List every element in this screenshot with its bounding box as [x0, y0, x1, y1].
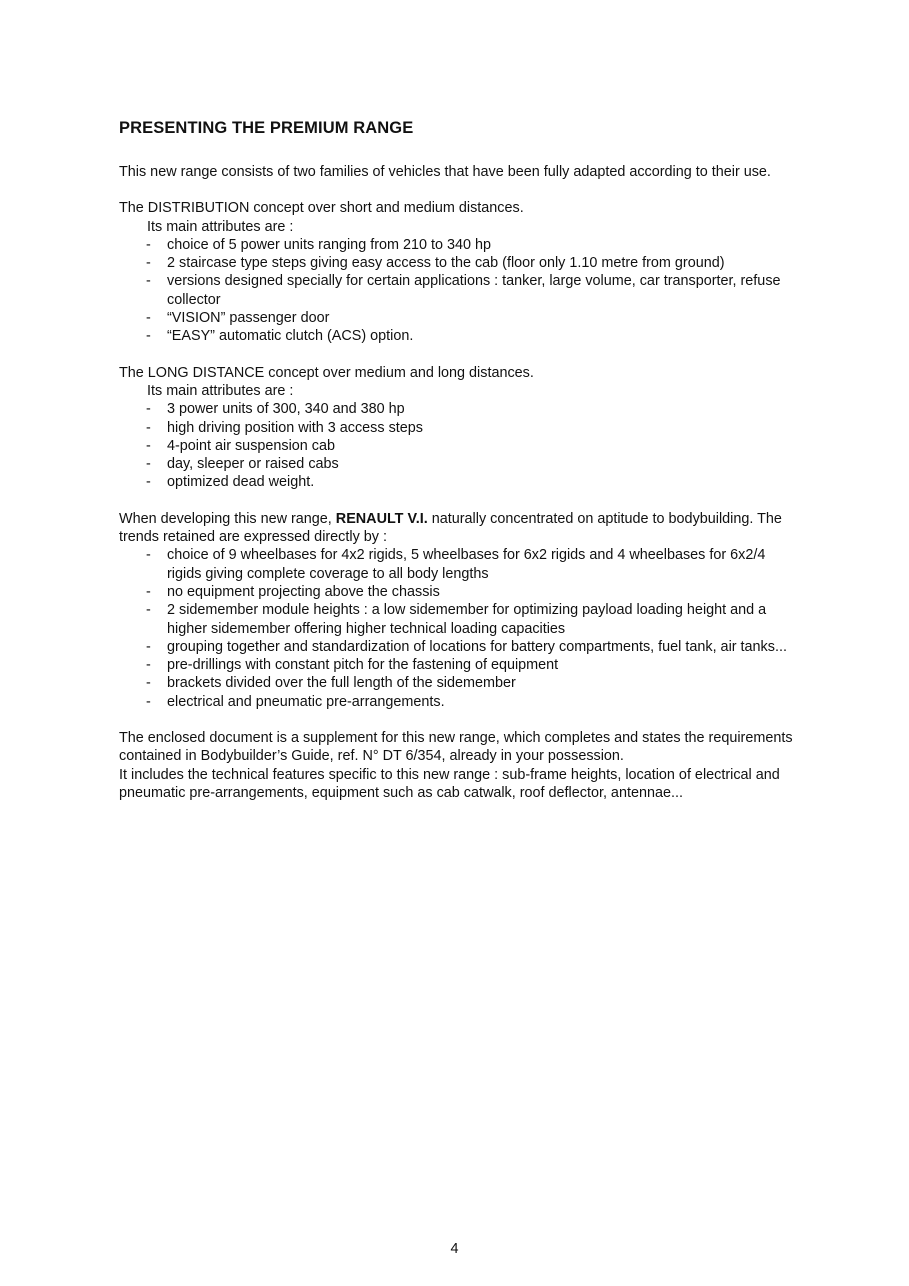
dash-bullet: - — [146, 456, 151, 473]
dash-bullet: - — [146, 328, 151, 345]
dash-bullet: - — [146, 474, 151, 491]
list-item-text: 4-point air suspension cab — [167, 437, 335, 454]
bodybuilding-text-before: When developing this new range, — [119, 510, 336, 527]
list-item — [119, 638, 799, 656]
dash-bullet: - — [146, 583, 151, 600]
page-title: PRESENTING THE PREMIUM RANGE — [119, 119, 414, 137]
list-item — [119, 327, 799, 345]
list-item — [119, 674, 799, 692]
dash-bullet: - — [146, 437, 151, 454]
closing-paragraph-1: The enclosed document is a supplement for this new range, which completes and states the requirements contained in Bodybuilder’s Guide, ref. N° DT 6/354, already in your possession. — [119, 730, 793, 765]
long-distance-section — [119, 364, 799, 492]
dash-bullet: - — [146, 657, 151, 674]
list-item-text: 2 staircase type steps giving easy access to the cab (floor only 1.10 metre from ground) — [167, 255, 725, 272]
list-item-text: choice of 9 wheelbases for 4x2 rigids, 5 wheelbases for 6x2 rigids and 4 wheelbases for 6x2/4 rigids giving complete coverage to all body lengths — [167, 547, 766, 582]
list-item — [119, 272, 799, 309]
list-item — [119, 419, 799, 437]
list-item — [119, 546, 799, 583]
list-item-text: grouping together and standardization of locations for battery compartments, fuel tank, air tanks... — [167, 638, 787, 655]
document-page — [119, 118, 799, 802]
dash-bullet: - — [146, 602, 151, 619]
list-item-text: electrical and pneumatic pre-arrangements. — [167, 693, 445, 710]
closing-paragraph-2: It includes the technical features specific to this new range : sub-frame heights, location of electrical and pneumatic pre-arrangements, equipment such as cab catwalk, roof deflector, antennae... — [119, 766, 780, 801]
list-item-text: day, sleeper or raised cabs — [167, 456, 339, 473]
list-item — [119, 583, 799, 601]
list-item-text: brackets divided over the full length of the sidemember — [167, 675, 516, 692]
list-item-text: high driving position with 3 access steps — [167, 419, 423, 436]
list-item-text: “EASY” automatic clutch (ACS) option. — [167, 328, 414, 345]
distribution-subheading: Its main attributes are : — [147, 218, 294, 235]
list-item — [119, 309, 799, 327]
intro-paragraph: This new range consists of two families of vehicles that have been fully adapted according to their use. — [119, 164, 771, 180]
long-distance-list — [119, 400, 799, 491]
list-item — [119, 693, 799, 711]
list-item-text: “VISION” passenger door — [167, 310, 330, 327]
distribution-heading: The DISTRIBUTION concept over short and medium distances. — [119, 200, 524, 217]
brand-name: RENAULT V.I. — [335, 510, 428, 527]
dash-bullet: - — [146, 273, 151, 290]
distribution-section — [119, 199, 799, 345]
dash-bullet: - — [146, 419, 151, 436]
distribution-list — [119, 236, 799, 346]
bodybuilding-text-after: naturally concentrated on aptitude to bodybuilding. The trends retained are expressed directly by : — [119, 510, 782, 546]
dash-bullet: - — [146, 693, 151, 710]
list-item-text: no equipment projecting above the chassis — [167, 583, 440, 600]
list-item — [119, 400, 799, 418]
list-item — [119, 601, 799, 638]
dash-bullet: - — [146, 310, 151, 327]
list-item-text: versions designed specially for certain applications : tanker, large volume, car transporter, refuse collector — [167, 273, 781, 308]
list-item-text: pre-drillings with constant pitch for the fastening of equipment — [167, 657, 559, 674]
list-item — [119, 236, 799, 254]
dash-bullet: - — [146, 638, 151, 655]
list-item-text: optimized dead weight. — [167, 474, 315, 491]
list-item — [119, 254, 799, 272]
list-item-text: 3 power units of 300, 340 and 380 hp — [167, 401, 405, 418]
closing-section — [119, 729, 799, 802]
dash-bullet: - — [146, 236, 151, 253]
list-item — [119, 437, 799, 455]
dash-bullet: - — [146, 547, 151, 564]
page-number: 4 — [450, 1241, 459, 1257]
list-item — [119, 455, 799, 473]
list-item-text: choice of 5 power units ranging from 210 to 340 hp — [167, 236, 491, 253]
list-item — [119, 473, 799, 491]
dash-bullet: - — [146, 401, 151, 418]
bodybuilding-section — [119, 510, 799, 711]
dash-bullet: - — [146, 675, 151, 692]
dash-bullet: - — [146, 255, 151, 272]
list-item-text: 2 sidemember module heights : a low sidemember for optimizing payload loading height and a higher sidemember offering higher technical loading capacities — [167, 602, 767, 637]
list-item — [119, 656, 799, 674]
long-distance-subheading: Its main attributes are : — [147, 382, 294, 399]
long-distance-heading: The LONG DISTANCE concept over medium and long distances. — [119, 364, 534, 381]
bodybuilding-list — [119, 546, 799, 711]
bodybuilding-paragraph — [119, 510, 799, 547]
